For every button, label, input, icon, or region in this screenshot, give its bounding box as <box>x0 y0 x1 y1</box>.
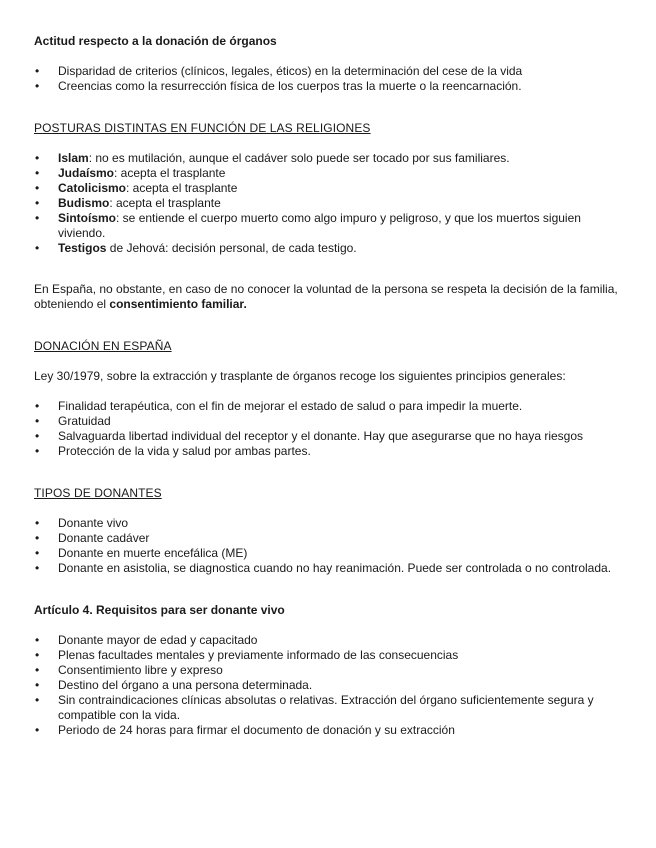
document-page <box>34 34 630 738</box>
section-living-donor-requirements <box>34 603 630 738</box>
list-item <box>34 211 630 241</box>
section-donation-spain <box>34 339 630 459</box>
religion-term: Judaísmo <box>58 166 115 180</box>
list-item: • Destino del órgano a una persona determinada. <box>34 678 630 693</box>
list-item <box>34 196 630 211</box>
section-title: DONACIÓN EN ESPAÑA <box>34 339 172 353</box>
section-title: TIPOS DE DONANTES <box>34 486 162 500</box>
list-item: • Donante mayor de edad y capacitado <box>34 633 630 648</box>
list-item: • Periodo de 24 horas para firmar el documento de donación y su extracción <box>34 723 630 738</box>
family-consent-note <box>34 282 630 312</box>
religions-list <box>34 151 630 256</box>
list-item <box>34 151 630 166</box>
list-item: • Disparidad de criterios (clínicos, legales, éticos) en la determinación del cese de la vida <box>34 64 630 79</box>
religion-desc: : acepta el trasplante <box>109 196 221 210</box>
list-item <box>34 181 630 196</box>
list-item: • Gratuidad <box>34 414 630 429</box>
list-item: • Protección de la vida y salud por ambas partes. <box>34 444 630 459</box>
list-item: • Donante en asistolia, se diagnostica cuando no hay reanimación. Puede ser controlada o no controlada. <box>34 561 630 576</box>
section-title: Actitud respecto a la donación de órganos <box>34 34 277 48</box>
section-donor-types <box>34 486 630 576</box>
section-title: POSTURAS DISTINTAS EN FUNCIÓN DE LAS RELIGIONES <box>34 121 371 135</box>
section-attitude <box>34 34 630 94</box>
list-item: • Finalidad terapéutica, con el fin de mejorar el estado de salud o para impedir la muerte. <box>34 399 630 414</box>
note-text: En España, no obstante, en caso de no conocer la voluntad de la persona se respeta la decisión de la familia, obteniendo el <box>34 282 618 311</box>
donor-types-list <box>34 516 630 576</box>
requirements-list <box>34 633 630 738</box>
list-item: • Consentimiento libre y expreso <box>34 663 630 678</box>
religion-term: Catolicismo <box>58 181 127 195</box>
list-item: • Donante vivo <box>34 516 630 531</box>
section-title: Artículo 4. Requisitos para ser donante vivo <box>34 603 285 617</box>
religion-term: Islam <box>58 151 89 165</box>
section-religions <box>34 121 630 312</box>
religion-term: Testigos <box>58 241 107 255</box>
religion-term: Sintoísmo <box>58 211 117 225</box>
list-item <box>34 166 630 181</box>
religion-desc: : acepta el trasplante <box>114 166 226 180</box>
religion-desc: de Jehová: decisión personal, de cada testigo. <box>106 241 357 255</box>
religion-term: Budismo <box>58 196 110 210</box>
list-item: • Donante cadáver <box>34 531 630 546</box>
list-item: • Sin contraindicaciones clínicas absolutas o relativas. Extracción del órgano suficientemente segura y compatible con la vida. <box>34 693 630 723</box>
religion-desc: : se entiende el cuerpo muerto como algo impuro y peligroso, y que los muertos siguien viviendo. <box>58 211 581 240</box>
law-intro: Ley 30/1979, sobre la extracción y trasplante de órganos recoge los siguientes principios generales: <box>34 369 566 383</box>
list-item <box>34 241 630 256</box>
list-item: • Creencias como la resurrección física de los cuerpos tras la muerte o la reencarnación. <box>34 79 630 94</box>
attitude-list <box>34 64 630 94</box>
list-item: • Donante en muerte encefálica (ME) <box>34 546 630 561</box>
religion-desc: : acepta el trasplante <box>126 181 238 195</box>
list-item: • Salvaguarda libertad individual del receptor y el donante. Hay que asegurarse que no haya riesgos <box>34 429 630 444</box>
principles-list <box>34 399 630 459</box>
list-item: • Plenas facultades mentales y previamente informado de las consecuencias <box>34 648 630 663</box>
note-bold-text: consentimiento familiar. <box>109 297 247 311</box>
religion-desc: : no es mutilación, aunque el cadáver solo puede ser tocado por sus familiares. <box>88 151 510 165</box>
